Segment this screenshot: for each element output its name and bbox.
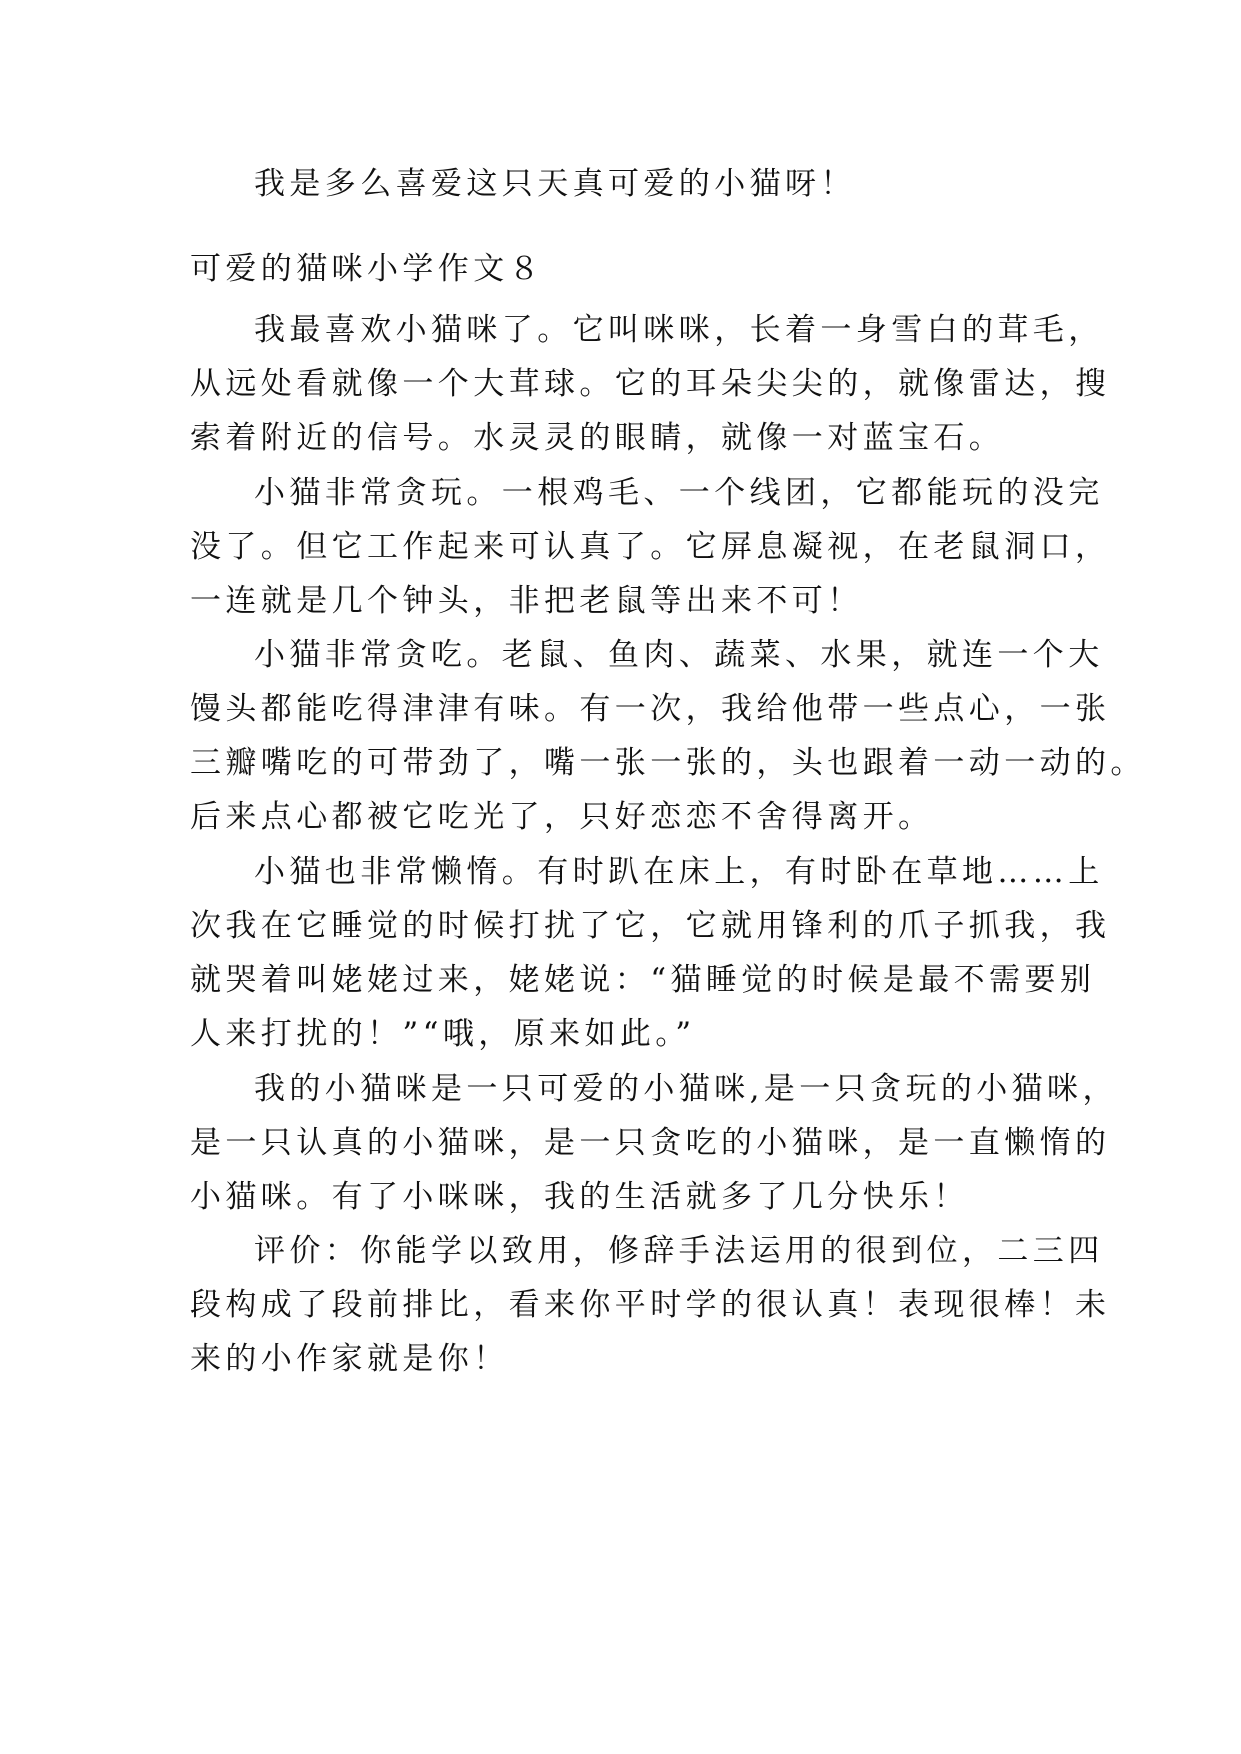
essay-title: 可爱的猫咪小学作文８ — [190, 251, 544, 287]
paragraph-line: 没了。但它工作起来可认真了。它屏息凝视，在老鼠洞口， — [190, 529, 1111, 565]
paragraph-line: 一连就是几个钟头，非把老鼠等出来不可！ — [190, 583, 863, 619]
paragraph-line: 就哭着叫姥姥过来，姥姥说：“猫睡觉的时候是最不需要别 — [190, 962, 1096, 998]
comment-line: 段构成了段前排比，看来你平时学的很认真！表现很棒！未 — [190, 1287, 1111, 1323]
paragraph-line: 从远处看就像一个大茸球。它的耳朵尖尖的，就像雷达，搜 — [190, 366, 1111, 402]
paragraph-line: 我最喜欢小猫咪了。它叫咪咪，长着一身雪白的茸毛， — [254, 312, 1104, 348]
paragraph-line: 三瓣嘴吃的可带劲了，嘴一张一张的，头也跟着一动一动的。 — [190, 745, 1146, 781]
comment-line: 来的小作家就是你！ — [190, 1341, 509, 1377]
paragraph-line: 小猫也非常懒惰。有时趴在床上，有时卧在草地……上 — [254, 854, 1104, 890]
paragraph-line: 小猫咪。有了小咪咪，我的生活就多了几分快乐！ — [190, 1179, 969, 1215]
paragraph-line: 小猫非常贪吃。老鼠、鱼肉、蔬菜、水果，就连一个大 — [254, 637, 1104, 673]
paragraph-line: 我的小猫咪是一只可爱的小猫咪,是一只贪玩的小猫咪， — [254, 1071, 1118, 1107]
paragraph-line: 馒头都能吃得津津有味。有一次，我给他带一些点心，一张 — [190, 691, 1111, 727]
paragraph-line: 人来打扰的！”“哦，原来如此。” — [190, 1016, 696, 1052]
comment-line: 评价：你能学以致用，修辞手法运用的很到位，二三四 — [254, 1233, 1104, 1269]
paragraph-line: 后来点心都被它吃光了，只好恋恋不舍得离开。 — [190, 799, 934, 835]
paragraph-line: 索着附近的信号。水灵灵的眼睛，就像一对蓝宝石。 — [190, 420, 1005, 456]
closing-sentence-line: 我是多么喜爱这只天真可爱的小猫呀！ — [254, 166, 856, 202]
paragraph-line: 次我在它睡觉的时候打扰了它，它就用锋利的爪子抓我，我 — [190, 908, 1111, 944]
paragraph-line: 是一只认真的小猫咪，是一只贪吃的小猫咪，是一直懒惰的 — [190, 1125, 1111, 1161]
paragraph-line: 小猫非常贪玩。一根鸡毛、一个线团，它都能玩的没完 — [254, 475, 1104, 511]
